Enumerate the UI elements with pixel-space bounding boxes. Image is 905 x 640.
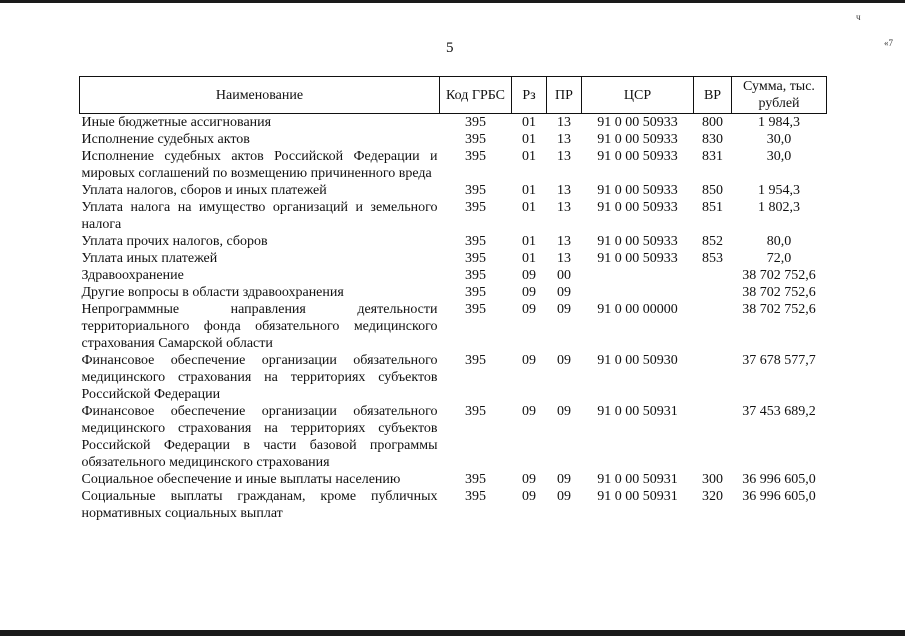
cell-grbs: 395 <box>465 132 486 147</box>
cell-name: Исполнение судебных актов Российской Федерации и мировых соглашений по возмещению причиненного вреда <box>81 149 438 181</box>
cell-grbs: 395 <box>465 251 486 266</box>
cell-rz: 09 <box>522 302 536 317</box>
cell-vr <box>694 267 732 284</box>
cell-rz: 01 <box>522 183 536 198</box>
cell-grbs: 395 <box>465 183 486 198</box>
cell-pr: 13 <box>557 234 571 249</box>
header-name: Наименование <box>80 77 440 114</box>
cell-csr: 91 0 00 50933 <box>597 115 678 130</box>
cell-pr: 09 <box>557 472 571 487</box>
cell-vr: 851 <box>702 200 723 215</box>
cell-sum: 38 702 752,6 <box>742 302 816 317</box>
cell-rz: 01 <box>522 251 536 266</box>
page-number: 5 <box>446 40 454 56</box>
cell-vr <box>694 403 732 471</box>
cell-sum: 80,0 <box>766 234 792 249</box>
cell-grbs: 395 <box>465 353 486 368</box>
cell-pr: 09 <box>557 404 571 419</box>
cell-rz: 09 <box>522 472 536 487</box>
cell-sum: 37 678 577,7 <box>742 353 816 368</box>
table-row <box>80 352 827 403</box>
header-rz: Рз <box>512 77 547 114</box>
cell-pr: 00 <box>557 268 571 283</box>
cell-vr: 850 <box>702 183 723 198</box>
table-header-row <box>80 77 827 114</box>
cell-vr: 800 <box>702 115 723 130</box>
corner-mark-right: «7 <box>884 38 893 48</box>
table-row <box>80 148 827 182</box>
cell-csr: 91 0 00 50933 <box>597 132 678 147</box>
cell-sum: 30,0 <box>766 132 792 147</box>
cell-csr: 91 0 00 50930 <box>597 353 678 368</box>
cell-grbs: 395 <box>465 489 486 504</box>
cell-csr: 91 0 00 50931 <box>597 472 678 487</box>
cell-sum: 36 996 605,0 <box>742 489 816 504</box>
cell-vr <box>694 301 732 352</box>
cell-pr: 13 <box>557 149 571 164</box>
cell-grbs: 395 <box>465 285 486 300</box>
cell-grbs: 395 <box>465 472 486 487</box>
scan-edge-top <box>0 0 905 3</box>
cell-csr: 91 0 00 00000 <box>597 302 678 317</box>
table-row <box>80 233 827 250</box>
cell-pr: 09 <box>557 353 571 368</box>
table-row <box>80 182 827 199</box>
table-row <box>80 267 827 284</box>
cell-name: Исполнение судебных актов <box>81 132 250 147</box>
cell-pr: 13 <box>557 251 571 266</box>
cell-name: Социальные выплаты гражданам, кроме публичных нормативных социальных выплат <box>81 489 438 521</box>
cell-name: Здравоохранение <box>81 268 184 283</box>
cell-rz: 09 <box>522 489 536 504</box>
cell-vr: 853 <box>702 251 723 266</box>
cell-pr: 09 <box>557 302 571 317</box>
cell-pr: 13 <box>557 183 571 198</box>
cell-rz: 09 <box>522 268 536 283</box>
header-sum: Сумма, тыс. рублей <box>732 77 827 114</box>
header-csr: ЦСР <box>582 77 694 114</box>
cell-grbs: 395 <box>465 268 486 283</box>
scan-edge-bottom <box>0 630 905 636</box>
cell-vr: 300 <box>702 472 723 487</box>
cell-pr: 13 <box>557 200 571 215</box>
cell-name: Иные бюджетные ассигнования <box>81 115 272 130</box>
cell-vr <box>694 352 732 403</box>
cell-csr <box>582 284 694 301</box>
cell-sum: 1 802,3 <box>758 200 800 215</box>
cell-rz: 01 <box>522 200 536 215</box>
cell-rz: 01 <box>522 132 536 147</box>
cell-sum: 38 702 752,6 <box>742 285 816 300</box>
cell-vr: 320 <box>702 489 723 504</box>
cell-name: Уплата прочих налогов, сборов <box>81 234 268 249</box>
cell-csr: 91 0 00 50933 <box>597 149 678 164</box>
cell-pr: 13 <box>557 132 571 147</box>
cell-name: Социальное обеспечение и иные выплаты населению <box>81 472 401 487</box>
cell-name: Уплата иных платежей <box>81 251 218 266</box>
cell-grbs: 395 <box>465 302 486 317</box>
budget-table <box>79 76 827 522</box>
cell-sum: 72,0 <box>766 251 792 266</box>
cell-name: Другие вопросы в области здравоохранения <box>81 285 344 300</box>
cell-sum: 36 996 605,0 <box>742 472 816 487</box>
cell-rz: 01 <box>522 149 536 164</box>
table-row <box>80 114 827 132</box>
cell-pr: 13 <box>557 115 571 130</box>
header-vr: ВР <box>694 77 732 114</box>
cell-sum: 37 453 689,2 <box>742 404 816 419</box>
cell-name: Финансовое обеспечение организации обязательного медицинского страхования на территориях субъектов Российской Федерации <box>81 353 438 402</box>
cell-name: Уплата налогов, сборов и иных платежей <box>81 183 327 198</box>
cell-vr: 830 <box>702 132 723 147</box>
cell-sum: 1 954,3 <box>758 183 800 198</box>
cell-csr: 91 0 00 50933 <box>597 234 678 249</box>
cell-rz: 01 <box>522 115 536 130</box>
cell-sum: 1 984,3 <box>758 115 800 130</box>
cell-pr: 09 <box>557 285 571 300</box>
table-row <box>80 199 827 233</box>
cell-rz: 09 <box>522 285 536 300</box>
header-grbs: Код ГРБС <box>440 77 512 114</box>
cell-name: Уплата налога на имущество организаций и земельного налога <box>81 200 438 232</box>
cell-vr: 831 <box>702 149 723 164</box>
table-row <box>80 301 827 352</box>
table-row <box>80 488 827 522</box>
cell-sum: 38 702 752,6 <box>742 268 816 283</box>
table-row <box>80 284 827 301</box>
cell-csr <box>582 267 694 284</box>
corner-mark-top: ч <box>856 12 861 22</box>
cell-grbs: 395 <box>465 404 486 419</box>
cell-rz: 01 <box>522 234 536 249</box>
cell-name: Финансовое обеспечение организации обязательного медицинского страхования на территориях субъектов Российской Федерации в части базовой программы обязательного медицинского страхования <box>81 404 438 470</box>
cell-rz: 09 <box>522 353 536 368</box>
cell-pr: 09 <box>557 489 571 504</box>
cell-sum: 30,0 <box>766 149 792 164</box>
table-row <box>80 403 827 471</box>
table-row <box>80 471 827 488</box>
cell-csr: 91 0 00 50933 <box>597 200 678 215</box>
cell-grbs: 395 <box>465 115 486 130</box>
cell-csr: 91 0 00 50933 <box>597 183 678 198</box>
cell-csr: 91 0 00 50931 <box>597 489 678 504</box>
cell-name: Непрограммные направления деятельности территориального фонда обязательного медицинского страхования Самарской области <box>81 302 438 351</box>
cell-vr <box>694 284 732 301</box>
cell-grbs: 395 <box>465 234 486 249</box>
header-pr: ПР <box>547 77 582 114</box>
cell-grbs: 395 <box>465 200 486 215</box>
cell-csr: 91 0 00 50931 <box>597 404 678 419</box>
table-row <box>80 250 827 267</box>
cell-vr: 852 <box>702 234 723 249</box>
cell-rz: 09 <box>522 404 536 419</box>
cell-csr: 91 0 00 50933 <box>597 251 678 266</box>
cell-grbs: 395 <box>465 149 486 164</box>
table-row <box>80 131 827 148</box>
